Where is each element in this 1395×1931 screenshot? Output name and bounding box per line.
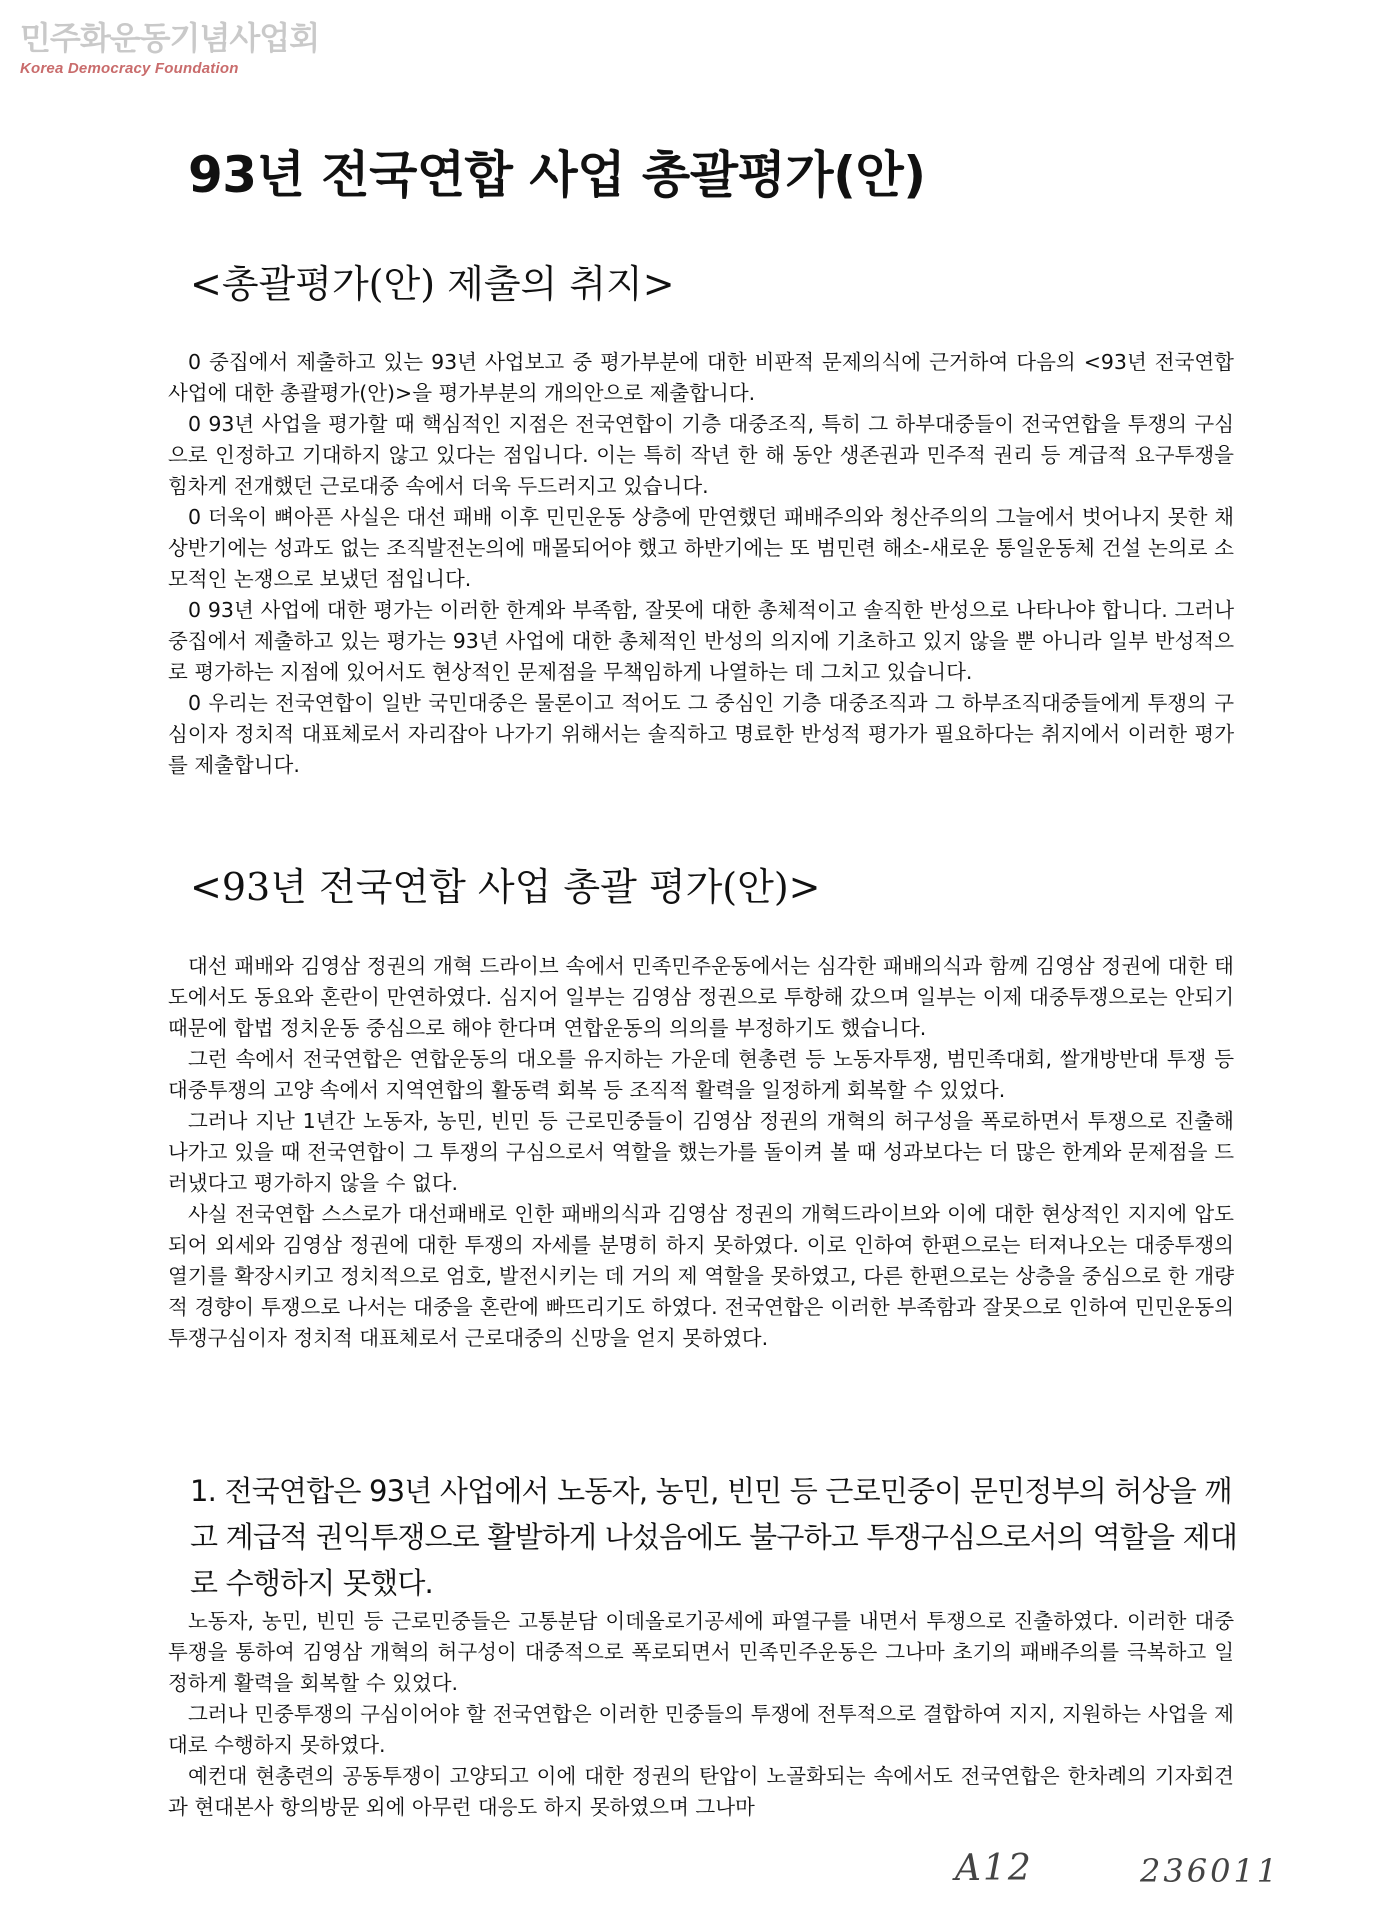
point-1-paragraphs xyxy=(168,1606,1234,1823)
watermark-english-logo: Korea Democracy Foundation xyxy=(20,60,239,77)
paragraph: 사실 전국연합 스스로가 대선패배로 인한 패배의식과 김영삼 정권의 개혁드라이브와 이에 대한 현상적인 지지에 압도되어 외세와 김영삼 정권에 대한 투쟁의 자세를 분명히 하지 못하였다. 이로 인하여 한편으로는 터져나오는 대중투쟁의 열기를 확장시키고 정치적으로 엄호, 발전시키는 데 거의 제 역할을 못하였고, 다른 한편으로는 상층을 중심으로 한 개량적 경향이 투쟁으로 나서는 대중을 혼란에 빠뜨리기도 하였다. 전국연합은 이러한 부족함과 잘못으로 인하여 민민운동의 투쟁구심이자 정치적 대표체로서 근로대중의 신망을 얻지 못하였다. xyxy=(168,1202,1234,1350)
handwritten-archive-code: A12 xyxy=(955,1848,1033,1889)
foundation-watermark xyxy=(20,19,320,77)
section-heading-evaluation: <93년 전국연합 사업 총괄 평가(안)> xyxy=(190,865,821,909)
document-title: 93년 전국연합 사업 총괄평가(안) xyxy=(188,146,926,204)
paragraph: 그러나 민중투쟁의 구심이어야 할 전국연합은 이러한 민중들의 투쟁에 전투적으로 결합하여 지지, 지원하는 사업을 제대로 수행하지 못하였다. xyxy=(168,1702,1234,1757)
section-heading-purpose: <총괄평가(안) 제출의 취지> xyxy=(190,262,675,306)
paragraph: 0 더욱이 뼈아픈 사실은 대선 패배 이후 민민운동 상층에 만연했던 패배주의와 청산주의의 그늘에서 벗어나지 못한 채 상반기에는 성과도 없는 조직발전논의에 매몰되어야 했고 하반기에는 또 범민련 해소-새로운 통일운동체 건설 논의로 소모적인 논쟁으로 보냈던 점입니다. xyxy=(168,505,1234,591)
watermark-korean-logo: 민주화운동기념사업회 xyxy=(20,19,320,57)
paragraph: 0 93년 사업을 평가할 때 핵심적인 지점은 전국연합이 기층 대중조직, 특히 그 하부대중들이 전국연합을 투쟁의 구심으로 인정하고 기대하지 않고 있다는 점입니다. 이는 특히 작년 한 해 동안 생존권과 민주적 권리 등 계급적 요구투쟁을 힘차게 전개했던 근로대중 속에서 더욱 두드러지고 있습니다. xyxy=(168,412,1234,498)
paragraph: 대선 패배와 김영삼 정권의 개혁 드라이브 속에서 민족민주운동에서는 심각한 패배의식과 함께 김영삼 정권에 대한 태도에서도 동요와 혼란이 만연하였다. 심지어 일부는 김영삼 정권으로 투항해 갔으며 일부는 이제 대중투쟁으로는 안되기 때문에 합법 정치운동 중심으로 해야 한다며 연합운동의 의의를 부정하기도 했습니다. xyxy=(168,954,1234,1040)
point-1-heading: 1. 전국연합은 93년 사업에서 노동자, 농민, 빈민 등 근로민중이 문민정부의 허상을 깨고 계급적 권익투쟁으로 활발하게 나섰음에도 불구하고 투쟁구심으로서의 역할을 제대로 수행하지 못했다. xyxy=(190,1474,1238,1600)
paragraph: 그러나 지난 1년간 노동자, 농민, 빈민 등 근로민중들이 김영삼 정권의 개혁의 허구성을 폭로하면서 투쟁으로 진출해 나가고 있을 때 전국연합이 그 투쟁의 구심으로서 역할을 했는가를 돌이켜 볼 때 성과보다는 더 많은 한계와 문제점을 드러냈다고 평가하지 않을 수 없다. xyxy=(168,1109,1234,1195)
handwritten-archive-number: 236011 xyxy=(1140,1852,1281,1890)
purpose-paragraphs xyxy=(168,347,1234,781)
evaluation-paragraphs xyxy=(168,951,1234,1354)
paragraph: 그런 속에서 전국연합은 연합운동의 대오를 유지하는 가운데 현총련 등 노동자투쟁, 범민족대회, 쌀개방반대 투쟁 등 대중투쟁의 고양 속에서 지역연합의 활동력 회복 등 조직적 활력을 일정하게 회복할 수 있었다. xyxy=(168,1047,1234,1102)
paragraph: 0 중집에서 제출하고 있는 93년 사업보고 중 평가부분에 대한 비판적 문제의식에 근거하여 다음의 <93년 전국연합 사업에 대한 총괄평가(안)>을 평가부분의 개의안으로 제출합니다. xyxy=(168,350,1234,405)
paragraph: 노동자, 농민, 빈민 등 근로민중들은 고통분담 이데올로기공세에 파열구를 내면서 투쟁으로 진출하였다. 이러한 대중투쟁을 통하여 김영삼 개혁의 허구성이 대중적으로 폭로되면서 민족민주운동은 그나마 초기의 패배주의를 극복하고 일정하게 활력을 회복할 수 있었다. xyxy=(168,1609,1234,1695)
paragraph: 0 우리는 전국연합이 일반 국민대중은 물론이고 적어도 그 중심인 기층 대중조직과 그 하부조직대중들에게 투쟁의 구심이자 정치적 대표체로서 자리잡아 나가기 위해서는 솔직하고 명료한 반성적 평가가 필요하다는 취지에서 이러한 평가를 제출합니다. xyxy=(168,691,1234,777)
paragraph: 0 93년 사업에 대한 평가는 이러한 한계와 부족함, 잘못에 대한 총체적이고 솔직한 반성으로 나타나야 합니다. 그러나 중집에서 제출하고 있는 평가는 93년 사업에 대한 총체적인 반성의 의지에 기초하고 있지 않을 뿐 아니라 일부 반성적으로 평가하는 지점에 있어서도 현상적인 문제점을 무책임하게 나열하는 데 그치고 있습니다. xyxy=(168,598,1234,684)
paragraph: 예컨대 현총련의 공동투쟁이 고양되고 이에 대한 정권의 탄압이 노골화되는 속에서도 전국연합은 한차례의 기자회견과 현대본사 항의방문 외에 아무런 대응도 하지 못하였으며 그나마 xyxy=(168,1764,1234,1819)
